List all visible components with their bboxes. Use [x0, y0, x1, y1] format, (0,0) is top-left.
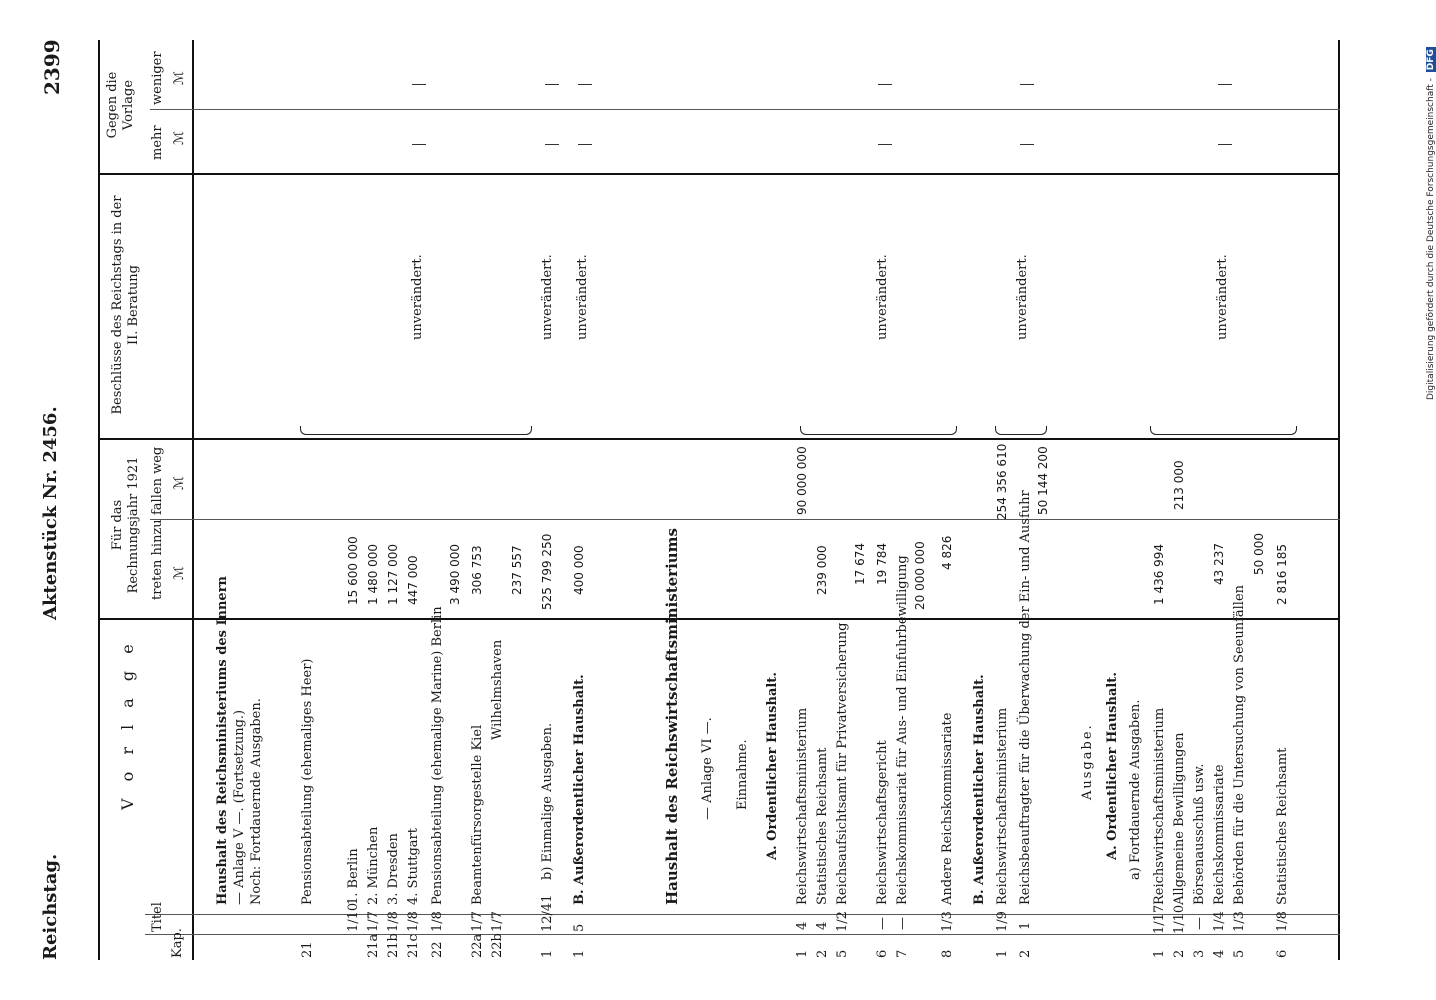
table-row-kap: 8 [940, 949, 955, 958]
col-head-hinzu-unit: ℳ [172, 566, 187, 580]
table-row-titel: 1/10 [346, 902, 361, 932]
table-row-hinzu: 4 826 [940, 535, 954, 570]
table-row-label: Reichsaufsichtsamt für Privatversicherung [835, 622, 850, 905]
table-row-label: 2. München [366, 826, 381, 905]
table-row-titel: 1/4 [1212, 911, 1227, 932]
section3-sub2: Ausgabe. [1080, 723, 1095, 800]
table-row-kap: 3 [1192, 949, 1207, 958]
table-row-hinzu: 237 557 [510, 545, 524, 595]
table-row-label: Reichswirtschaftsministerium [1152, 707, 1167, 905]
table-row-kap: 1 [995, 949, 1010, 958]
table-row-titel: 4 [795, 921, 810, 930]
section2-heading: A. Ordentlicher Haushalt. [765, 672, 780, 860]
table-row-label: Reichswirtschaftsministerium [795, 707, 810, 905]
table-row-kap: 22 [430, 941, 445, 958]
table-row-hinzu: 1 127 000 [386, 543, 400, 605]
table-row-kap: 21b [386, 933, 401, 958]
table-row-label: 1. Berlin [346, 848, 361, 905]
table-row-weg: 90 000 000 [795, 446, 809, 515]
unchanged-text: unverändert. [575, 254, 590, 340]
dash-mark [545, 84, 559, 85]
table-row-kap: 22b [490, 933, 505, 958]
table-row-label: Beamtenfürsorgestelle Kiel [470, 724, 485, 905]
table-row-label: Reichskommissariat für Aus- und Einfuhrbewilligung [895, 555, 910, 905]
table-header-rule [192, 40, 194, 960]
table-row-kap: 1 [572, 949, 587, 958]
section1-sub2: Noch: Fortdauernde Ausgaben. [249, 698, 264, 905]
table-row-titel: 1/8 [1275, 911, 1290, 932]
table-row-weg: 213 000 [1172, 460, 1186, 510]
dash-mark [1020, 144, 1034, 145]
table-row-hinzu: 15 600 000 [346, 536, 360, 605]
table-row-weg: 254 356 610 [995, 443, 1009, 520]
table-row-titel: 1/2 [835, 911, 850, 932]
table-row-hinzu: 17 674 [853, 543, 867, 585]
page-number: 2399 [40, 39, 64, 95]
dash-mark [1020, 84, 1034, 85]
table-row-kap: 2 [815, 949, 830, 958]
table-row-label: Statistisches Reichsamt [1275, 747, 1290, 905]
brace-section2b [995, 426, 1047, 435]
dfg-footer [1410, 10, 1436, 400]
table-row-titel: — [875, 917, 890, 930]
section2-heading-b: B. Außerordentlicher Haushalt. [972, 674, 987, 905]
col-head-weg: fallen weg [150, 446, 165, 515]
table-row-kap: 2 [1018, 949, 1033, 958]
table-row-titel: 12/41 [540, 894, 555, 932]
table-row-titel: — [1192, 917, 1207, 930]
table-row-kap: 21c [406, 934, 421, 958]
brace-section2 [800, 426, 957, 435]
table-row-hinzu: 447 000 [406, 555, 420, 605]
col-head-titel: Titel [150, 902, 165, 932]
col-head-rechnungsjahr: Für das Rechnungsjahr 1921 [110, 456, 141, 594]
table-row-weg: 50 144 200 [1036, 446, 1050, 515]
table-row-hinzu: 43 237 [1212, 543, 1226, 585]
table-row-label: Andere Reichskommissariate [940, 712, 955, 905]
table-row-kap: 1 [795, 949, 810, 958]
col-sep-fallen [98, 438, 1338, 440]
table-row-titel: 1/17 [1152, 904, 1167, 934]
table-row-hinzu: 1 436 994 [1152, 543, 1166, 605]
section2-sub2: Einnahme. [735, 739, 750, 810]
dash-mark [545, 144, 559, 145]
col-sep-mehr [150, 109, 1340, 110]
brace-section3 [1150, 426, 1297, 435]
table-row-kap: 5 [835, 949, 850, 958]
col-sep-vorlage [98, 618, 1338, 620]
header-left: Reichstag. [40, 853, 61, 960]
table-row-titel: 1/7 [490, 911, 505, 932]
table-row-label: 4. Stuttgart [406, 828, 421, 905]
table-row-kap: 6 [875, 949, 890, 958]
table-row-kap: 1 [540, 949, 555, 958]
table-row-hinzu: 306 753 [470, 545, 484, 595]
section3-heading: A. Ordentlicher Haushalt. [1105, 672, 1120, 860]
col-head-mehr: mehr [150, 125, 165, 160]
table-row-titel: 1 [1018, 921, 1033, 930]
table-row-titel: 4 [815, 921, 830, 930]
table-row-kap: 5 [1232, 949, 1247, 958]
dash-mark [878, 144, 892, 145]
dash-mark [412, 144, 426, 145]
table-row-hinzu: 525 799 250 [540, 533, 554, 610]
dash-mark [1218, 84, 1232, 85]
col-sep-hinzu [150, 519, 1340, 520]
table-row-label: Pensionsabteilung (ehemaliges Heer) [300, 658, 315, 905]
dash-mark [878, 84, 892, 85]
table-row-hinzu: 20 000 000 [913, 541, 927, 610]
table-row-kap: 2 [1172, 949, 1187, 958]
table-row-label: Reichsbeauftragter für die Überwachung der Ein- und Ausfuhr [1018, 490, 1033, 905]
col-head-weg-unit: ℳ [172, 476, 187, 490]
unchanged-text: unverändert. [875, 254, 890, 340]
table-row-kap: 22a [470, 933, 485, 958]
col-sep-kap [145, 934, 1340, 935]
table-row-titel: — [895, 917, 910, 930]
table-row-kap: 4 [1212, 949, 1227, 958]
table-row-label: Reichswirtschaftsgericht [875, 740, 890, 905]
unchanged-text: unverändert. [1215, 254, 1230, 340]
table-row-kap: 1 [1152, 949, 1167, 958]
col-head-weniger-unit: ℳ [172, 71, 187, 85]
section1-title: Haushalt des Reichsministeriums des Innern [215, 575, 230, 905]
dash-mark [578, 144, 592, 145]
brace-section1 [300, 426, 532, 435]
table-row-kap: 6 [1275, 949, 1290, 958]
table-row-label: b) Einmalige Ausgaben. [540, 722, 555, 880]
table-row-label: Allgemeine Bewilligungen [1172, 732, 1187, 905]
section2-subtitle: — Anlage VI —. [700, 717, 715, 820]
table-row-titel: 5 [572, 923, 587, 932]
table-row-label: 3. Dresden [386, 833, 401, 905]
col-head-mehr-unit: ℳ [172, 131, 187, 145]
table-row-hinzu: 3 490 000 [448, 543, 462, 605]
table-row-titel: 1/8 [430, 911, 445, 932]
section1-subtitle: — Anlage V —. (Fortsetzung.) [232, 709, 247, 905]
table-row-titel: 1/8 [406, 911, 421, 932]
section2-title: Haushalt des Reichswirtschaftsministeriums [663, 528, 681, 905]
dfg-footer-text: Digitalisierung gefördert durch die Deutsche Forschungsgemeinschaft - [1426, 78, 1436, 400]
col-head-vorlage: V o r l a g e [118, 638, 137, 810]
table-row-hinzu: 19 784 [875, 543, 889, 585]
unchanged-text: unverändert. [410, 254, 425, 340]
table-row-titel: 1/7 [366, 911, 381, 932]
table-row-hinzu: 239 000 [815, 545, 829, 595]
col-head-gegen: Gegen die Vorlage [105, 71, 136, 139]
table-row-kap: 7 [895, 949, 910, 958]
table-bottom-rule [1338, 40, 1340, 960]
table-row-hinzu: 50 000 [1252, 533, 1266, 575]
table-row-hinzu: 1 480 000 [366, 543, 380, 605]
table-row-label: Behörden für die Untersuchung von Seeunfällen [1232, 584, 1247, 905]
header-center: Aktenstück Nr. 2456. [40, 406, 61, 620]
table-row-hinzu: 2 816 185 [1275, 543, 1289, 605]
table-row-titel: 1/3 [1232, 911, 1247, 932]
table-row-titel: 1/8 [386, 911, 401, 932]
col-head-kap: Kap. [170, 928, 185, 958]
table-top-rule [98, 40, 100, 960]
table-row-titel: 1/10 [1172, 904, 1187, 934]
table-row-kap: 21 [300, 941, 315, 958]
dash-mark [1218, 144, 1232, 145]
table-row-titel: 1/3 [940, 911, 955, 932]
col-head-beschluesse: Beschlüsse des Reichstags in der II. Beratung [110, 195, 141, 415]
dash-mark [412, 84, 426, 85]
table-row-label: Reichswirtschaftsministerium [995, 707, 1010, 905]
dash-mark [578, 84, 592, 85]
unchanged-text: unverändert. [540, 254, 555, 340]
table-row-label: B. Außerordentlicher Haushalt. [572, 674, 587, 905]
table-row-label: Pensionsabteilung (ehemalige Marine) Berlin [430, 606, 445, 905]
table-row-titel: 1/9 [995, 911, 1010, 932]
col-head-hinzu: treten hinzu [150, 519, 165, 600]
table-row-titel: 1/7 [470, 911, 485, 932]
table-row-hinzu: 400 000 [572, 545, 586, 595]
section3-subheading: a) Fortdauernde Ausgaben. [1128, 699, 1143, 880]
col-sep-beschluesse [98, 173, 1338, 175]
table-row-label: Statistisches Reichsamt [815, 747, 830, 905]
unchanged-text: unverändert. [1015, 254, 1030, 340]
table-row-label: Reichskommissariate [1212, 764, 1227, 905]
col-head-weniger: weniger [150, 51, 165, 105]
table-row-kap: 21a [366, 933, 381, 958]
table-row-label: Börsenausschuß usw. [1192, 763, 1207, 905]
table-row-label: Wilhelmshaven [490, 639, 505, 740]
dfg-badge: DFG [1426, 49, 1436, 71]
